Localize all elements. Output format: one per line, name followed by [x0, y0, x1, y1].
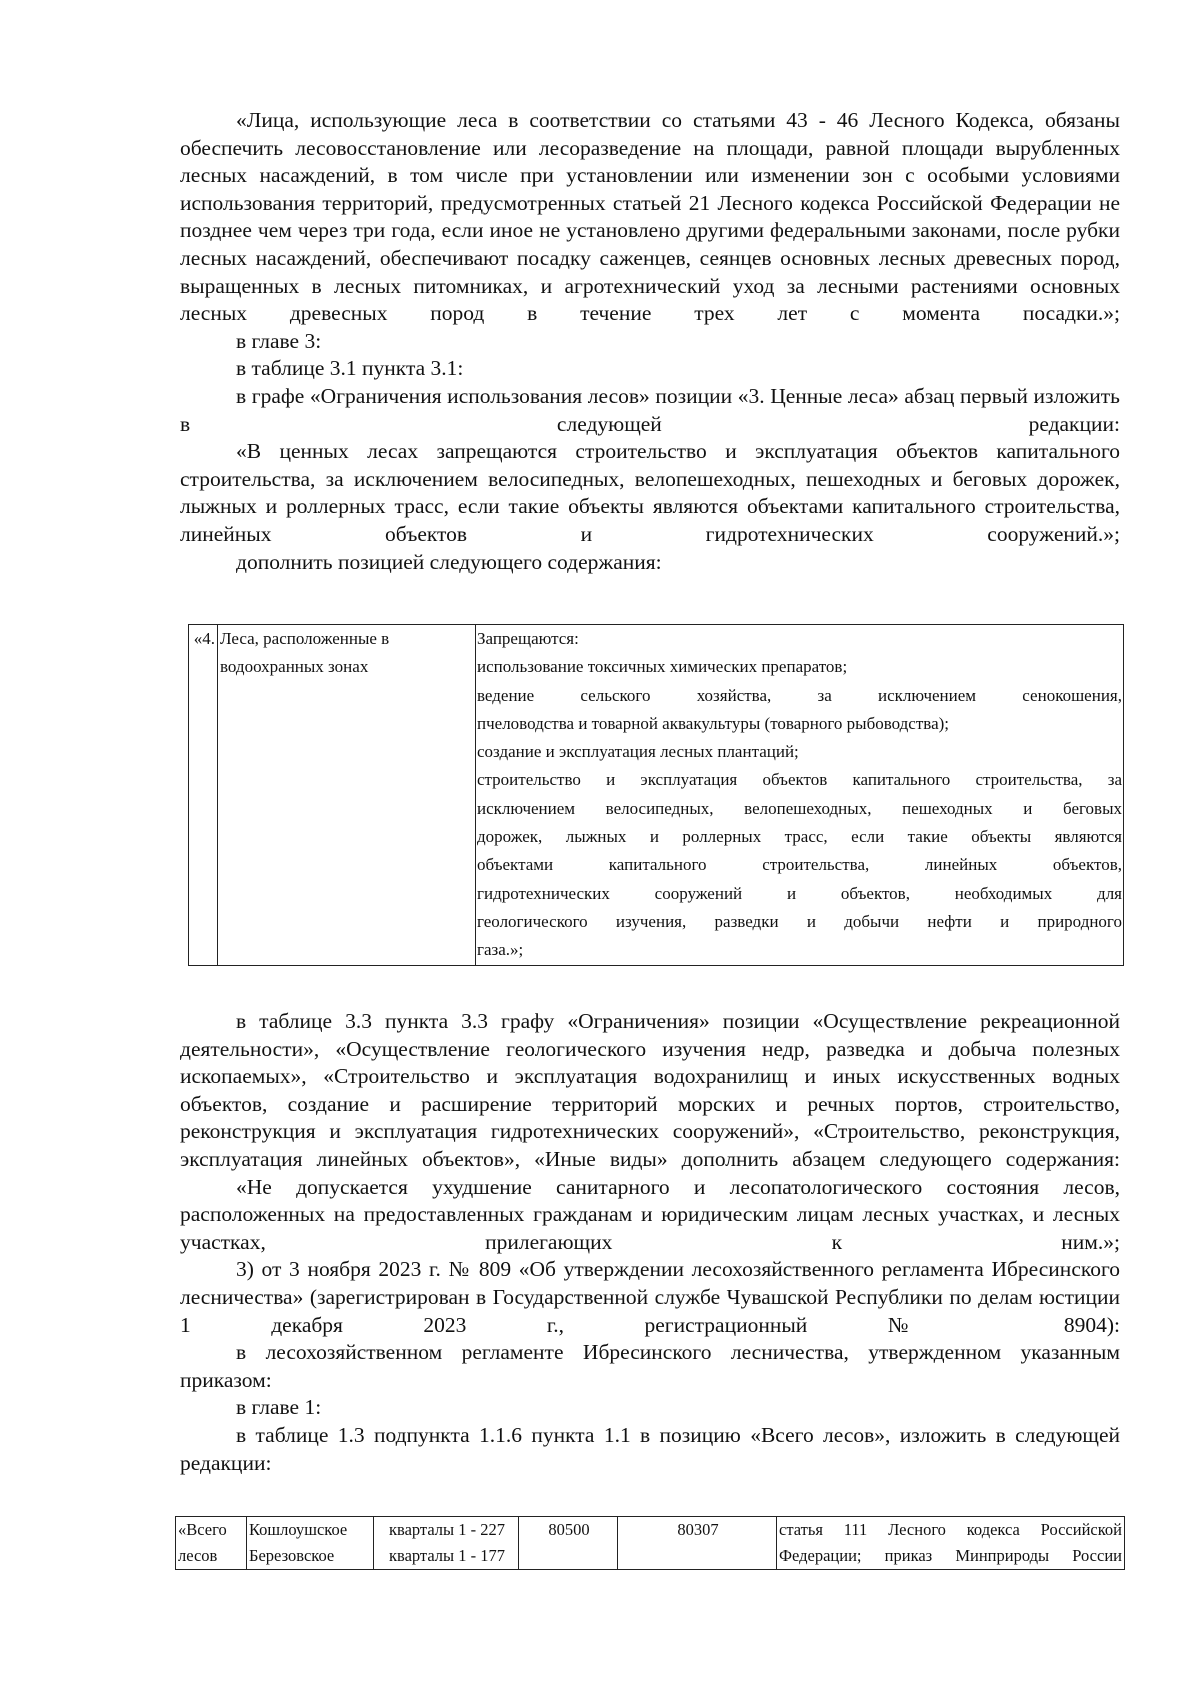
area-total-cell: [519, 1517, 618, 1570]
restriction-line: геологического изучения, разведки и добычи нефти и природного: [477, 911, 1122, 931]
text-block-top: [180, 107, 1120, 576]
paragraph-chapter-1: в главе 1:: [236, 1395, 322, 1420]
district-cell: [247, 1517, 374, 1570]
cell-line: Березовское: [249, 1546, 335, 1565]
legal-basis-cell: [777, 1517, 1125, 1570]
paragraph-add-position: дополнить позицией следующего содержания:: [236, 549, 662, 574]
cell-line: Кошлоушское: [249, 1520, 348, 1539]
paragraph-order-809: 3) от 3 ноября 2023 г. № 809 «Об утверждении лесохозяйственного регламента Ибресинского лесничества» (зарегистрирован в Государственной службе Чувашской Республики по делам юстиции 1 декабря 2023 г., регистрационный № 8904):: [180, 1257, 1120, 1337]
forest-category-cell: [218, 625, 476, 966]
paragraph-quote-sanitary: «Не допускается ухудшение санитарного и лесопатологического состояния лесов, расположенных на предоставленных гражданам и юридическим лицам лесных участках, и лесных участках, прилегающих к ним.»;: [180, 1174, 1120, 1254]
restriction-line: создание и эксплуатация лесных плантаций;: [477, 742, 799, 762]
paragraph-column-edit: в графе «Ограничения использования лесов» позиции «3. Ценные леса» абзац первый изложить в следующей редакции:: [180, 383, 1120, 436]
table-row: [176, 1517, 1125, 1570]
paragraph-table-3-3: в таблице 3.3 пункта 3.3 графу «Ограничения» позиции «Осуществление рекреационной деятельности», «Осуществление геологического изучения недр, разведка и добыча полезных ископаемых», «Строительство и эксплуатация водохранилищ и иных искусственных водных объектов, создание и расширение территорий морских и речных портов, строительство, реконструкция и эксплуатация гидротехнических сооружений», «Строительство, реконструкция, эксплуатация линейных объектов», «Иные виды» дополнить абзацем следующего содержания:: [180, 1009, 1120, 1171]
paragraph-regulation: в лесохозяйственном регламенте Ибресинского лесничества, утвержденном указанным приказом:: [180, 1340, 1120, 1392]
total-forests-table: [175, 1516, 1125, 1570]
cell-line: статья 111 Лесного кодекса Российской: [779, 1520, 1122, 1539]
restriction-line: газа.»;: [477, 940, 524, 960]
forest-category-line: водоохранных зонах: [220, 657, 369, 677]
paragraph-quote-reforestation: «Лица, использующие леса в соответствии со статьями 43 - 46 Лесного Кодекса, обязаны обеспечить лесовосстановление или лесоразведение на площади, равной площади вырубленных лесных насаждений, в том числе при установлении или изменении зон с особыми условиями использования территорий, предусмотренных статьей 21 Лесного кодекса Российской Федерации не позднее чем через три года, если иное не установлено другими федеральными законами, после рубки лесных насаждений, обеспечивают посадку саженцев, сеянцев основных лесных древесных пород, выращенных в лесных питомниках, и агротехнический уход за лесными растениями основных лесных древесных пород в течение трех лет с момента посадки.»;: [180, 108, 1120, 326]
table-row: [189, 625, 1124, 966]
cell-line: 80500: [548, 1520, 590, 1539]
cell-line: лесов: [178, 1546, 218, 1565]
restriction-line: ведение сельского хозяйства, за исключением сенокошения,: [477, 685, 1122, 705]
restriction-line: гидротехнических сооружений и объектов, необходимых для: [477, 883, 1122, 903]
quarters-cell: [374, 1517, 519, 1570]
restriction-line: объектами капитального строительства, линейных объектов,: [477, 855, 1122, 875]
cell-line: кварталы 1 - 227: [388, 1520, 505, 1539]
text-block-bottom: [180, 1008, 1120, 1477]
paragraph-table-1-3: в таблице 1.3 подпункта 1.1.6 пункта 1.1 в позицию «Всего лесов», изложить в следующей редакции:: [180, 1422, 1120, 1475]
restriction-line: Запрещаются:: [477, 629, 579, 648]
cell-line: кварталы 1 - 177: [388, 1546, 505, 1565]
restrictions-cell: [476, 625, 1124, 966]
forest-category-line: Леса, расположенные в: [220, 629, 390, 648]
restriction-line: пчеловодства и товарной аквакультуры (товарного рыбоводства);: [477, 713, 950, 733]
restriction-line: строительство и эксплуатация объектов капитального строительства, за: [477, 770, 1122, 790]
forest-restrictions-table: [188, 624, 1124, 966]
restriction-line: дорожек, лыжных и роллерных трасс, если такие объекты являются: [477, 827, 1122, 847]
cell-line: 80307: [677, 1520, 719, 1539]
restriction-line: использование токсичных химических препаратов;: [477, 657, 848, 677]
total-label-cell: [176, 1517, 247, 1570]
paragraph-chapter-3: в главе 3:: [236, 328, 322, 353]
paragraph-quote-valuable-forests: «В ценных лесах запрещаются строительство и эксплуатация объектов капитального строительства, за исключением велосипедных, велопешеходных, пешеходных и беговых дорожек, лыжных и роллерных трасс, если такие объекты являются объектами капитального строительства, линейных объектов и гидротехнических сооружений.»;: [180, 439, 1120, 546]
position-number: «4.: [189, 625, 218, 966]
cell-line: Федерации; приказ Минприроды России: [779, 1546, 1122, 1565]
restriction-line: исключением велосипедных, велопешеходных, пешеходных и беговых: [477, 798, 1122, 818]
paragraph-table-3-1: в таблице 3.1 пункта 3.1:: [236, 356, 464, 381]
area-forest-cell: [618, 1517, 777, 1570]
cell-line: «Всего: [178, 1520, 227, 1539]
